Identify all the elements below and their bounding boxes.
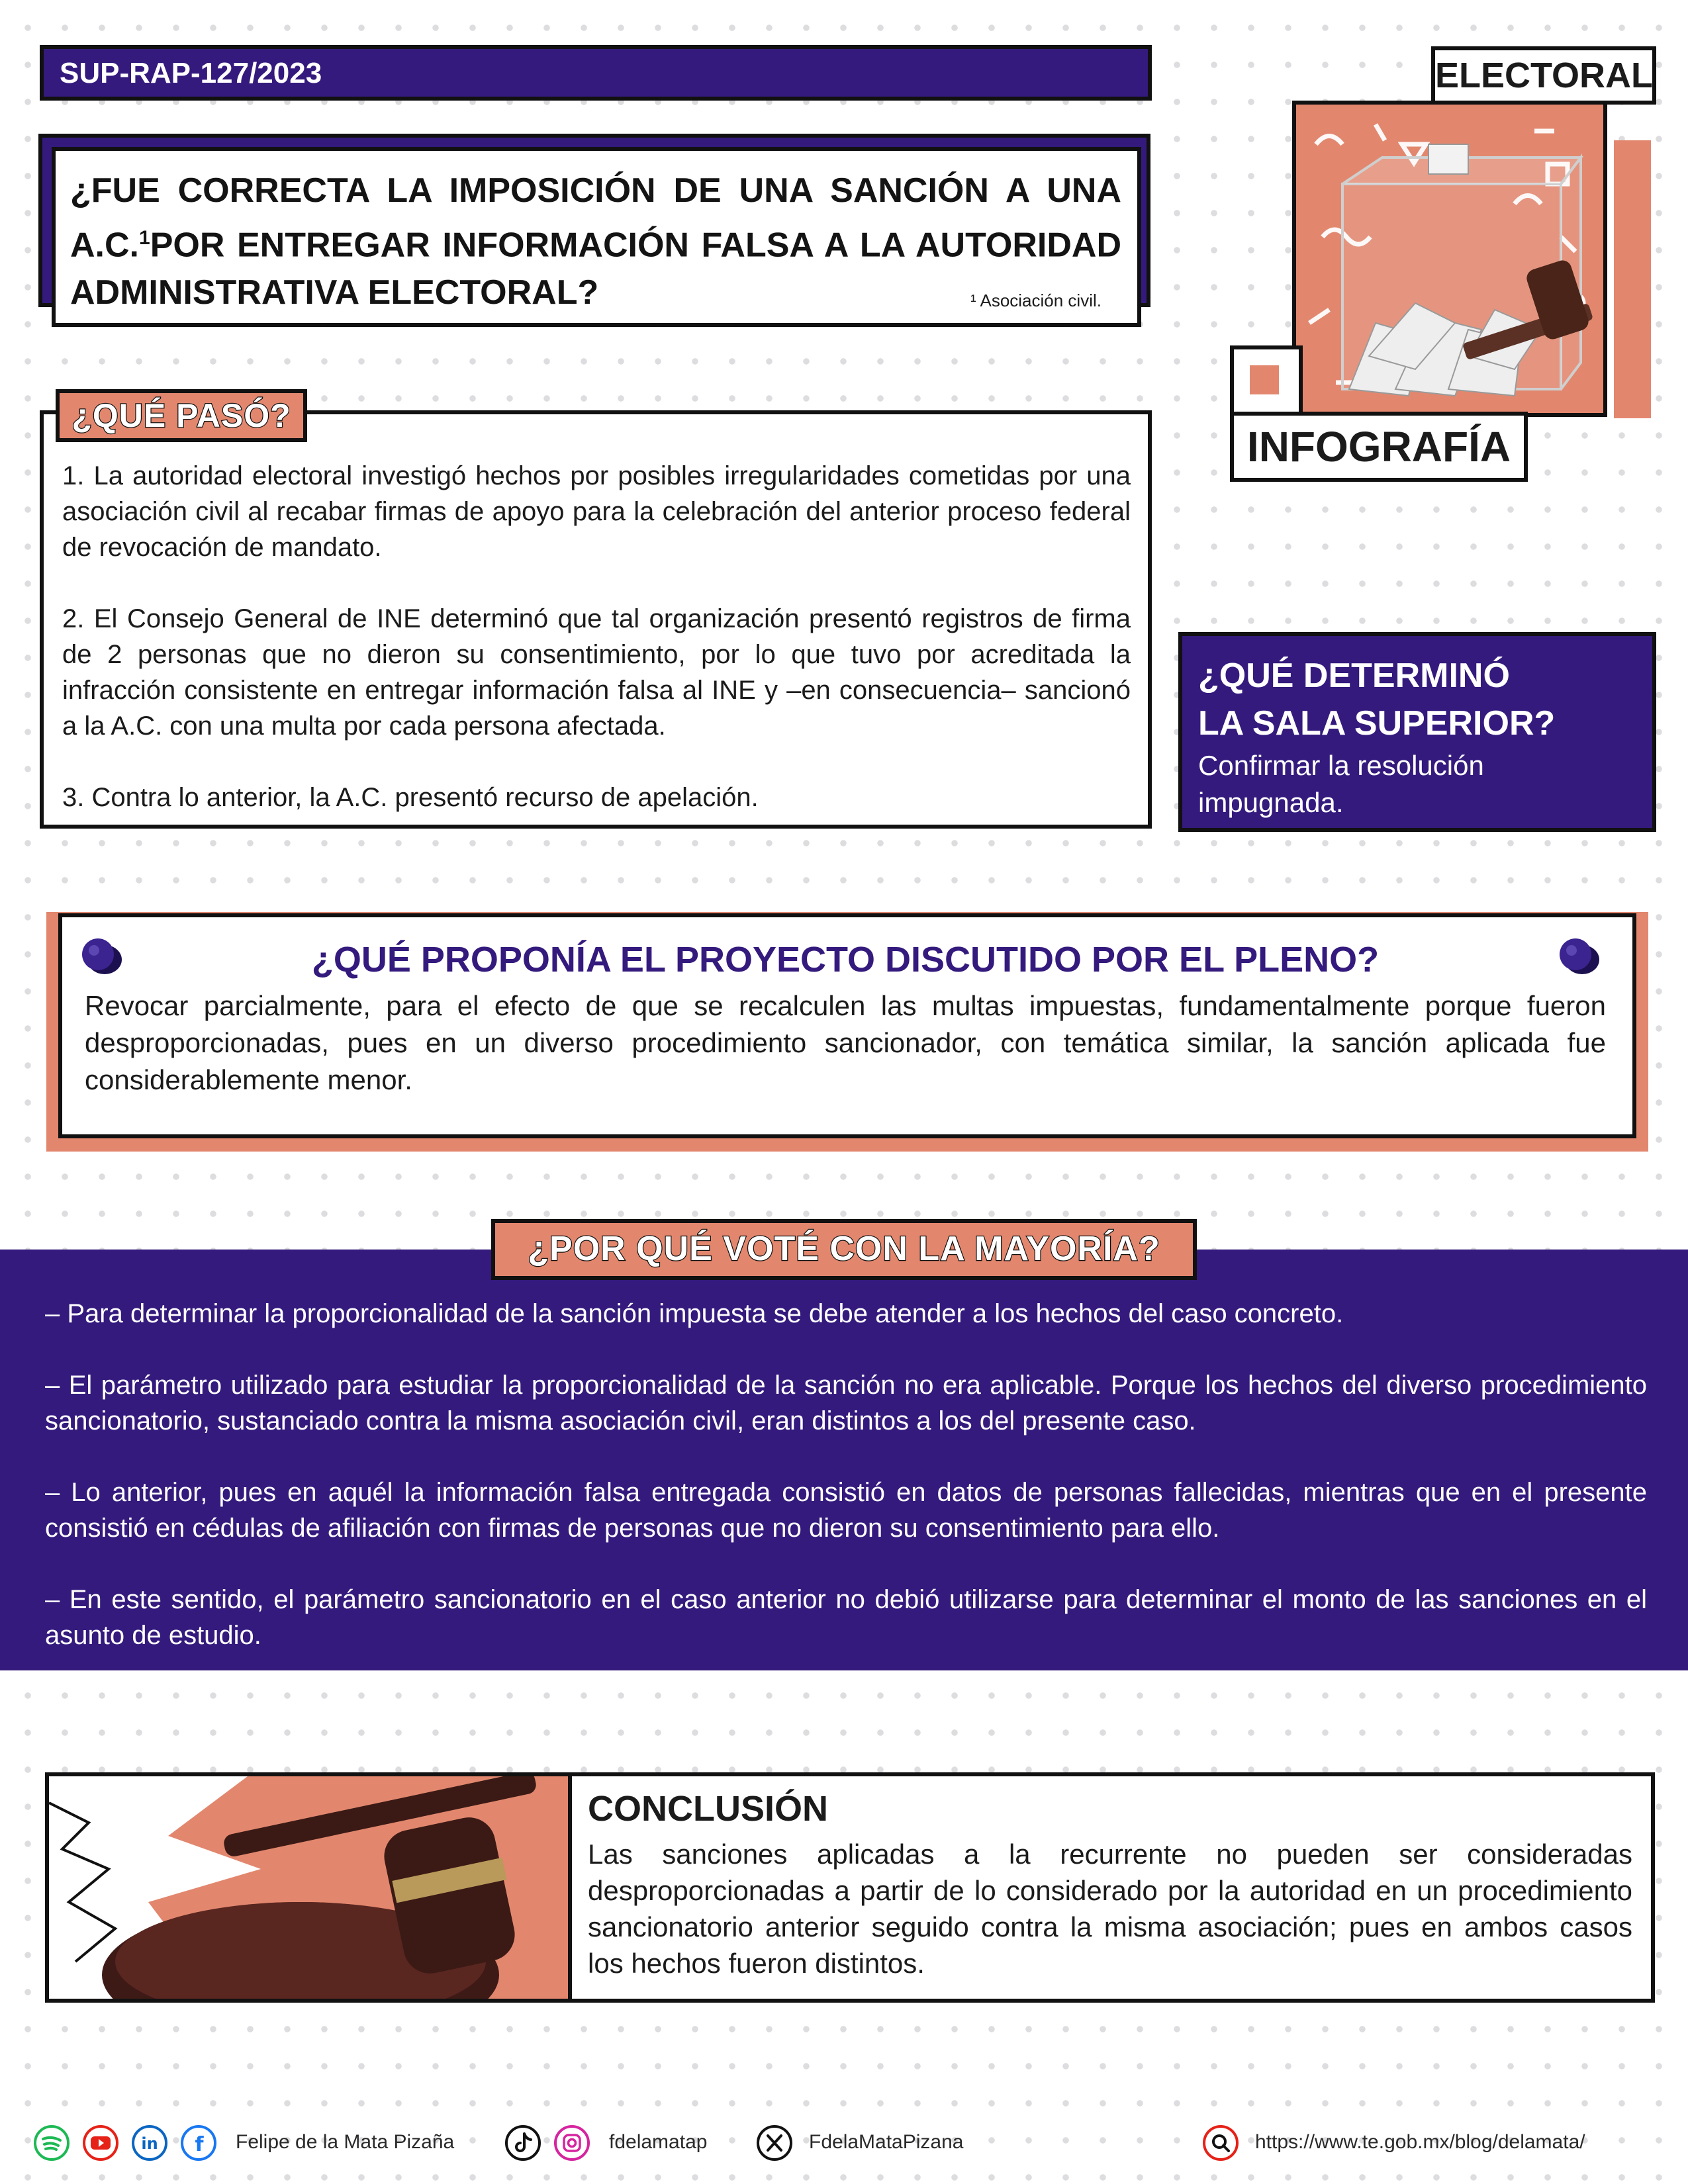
gavel-icon [49, 1776, 572, 1999]
vote-section [0, 1250, 1688, 1670]
spotify-icon[interactable] [33, 2124, 70, 2161]
question-text-part1: ¿FUE CORRECTA LA IMPOSICIÓN DE UNA SANCIÓN A UNA A.C. [70, 171, 1121, 265]
vote-reason: – En este sentido, el parámetro sancionatorio en el caso anterior no debió utilizarse para determinar el monto de las sanciones en el asunto de estudio. [45, 1585, 1647, 1650]
pushpin-icon [1556, 936, 1602, 977]
x-icon[interactable] [756, 2124, 793, 2161]
footer [33, 2118, 1662, 2171]
category-label: ELECTORAL [1435, 56, 1654, 95]
determino-title [1198, 652, 1636, 747]
footer-name: Felipe de la Mata Pizaña [236, 2131, 455, 2153]
instagram-icon[interactable] [553, 2124, 590, 2161]
footer-x-handle: FdelaMataPizana [809, 2131, 964, 2153]
search-icon[interactable] [1202, 2124, 1239, 2161]
vote-reason: – Para determinar la proporcionalidad de la sanción impuesta se debe atender a los hechos del caso concreto. [45, 1299, 1344, 1328]
pushpin-icon [78, 936, 124, 977]
linkedin-icon[interactable] [131, 2124, 168, 2161]
proyecto-title: ¿QUÉ PROPONÍA EL PROYECTO DISCUTIDO POR EL PLENO? [311, 940, 1380, 979]
doc-type-label: INFOGRAFÍA [1246, 423, 1511, 471]
determino-box [1178, 632, 1656, 832]
footnote: ¹ Asociación civil. [970, 291, 1102, 310]
doc-type-tag [1230, 412, 1528, 482]
footnote-ref: 1 [139, 227, 150, 249]
que-paso-box [40, 410, 1152, 829]
facebook-icon[interactable] [180, 2124, 217, 2161]
ballot-box-icon [1296, 105, 1603, 413]
que-paso-title: ¿QUÉ PASÓ? [56, 389, 307, 442]
vote-reason: – Lo anterior, pues en aquél la información falsa entregada consistió en datos de personas fallecidas, mientras que en el presente consistió en cédulas de afiliación con firmas de personas que no dieron su consentimiento para ello. [45, 1478, 1647, 1543]
main-question [70, 167, 1121, 316]
proyecto-text: Revocar parcialmente, para el efecto de que se recalculen las multas impuestas, fundamentalmente porque fueron desproporcionadas, pues en un diverso procedimiento sancionador, con temática similar, la sanción aplicada fue considerablemente menor. [85, 990, 1606, 1095]
decorative-square [1250, 365, 1279, 394]
determino-title-line2: LA SALA SUPERIOR? [1198, 704, 1556, 743]
footer-handle: fdelamatap [609, 2131, 708, 2153]
question-text-part2: POR ENTREGAR INFORMACIÓN FALSA A LA AUTORIDAD ADMINISTRATIVA ELECTORAL? [70, 226, 1121, 312]
decorative-strip [1614, 140, 1651, 418]
tiktok-icon[interactable] [504, 2124, 541, 2161]
que-paso-item: 1. La autoridad electoral investigó hechos por posibles irregularidades cometidas por una asociación civil al recabar firmas de apoyo para la celebración del anterior proceso federal de revocación de mandato. [62, 461, 1131, 562]
conclusion-divider [568, 1772, 572, 2003]
determino-text: Confirmar la resolución impugnada. [1198, 750, 1484, 818]
que-paso-item: 2. El Consejo General de INE determinó que tal organización presentó registros de firma de 2 personas que no dieron su consentimiento, por lo que tuvo por acreditada la infracción consistente en entregar información falsa al INE y –en consecuencia– sancionó a la A.C. con una multa por cada persona afectada. [62, 604, 1131, 741]
case-number: SUP-RAP-127/2023 [60, 57, 322, 89]
case-number-bar [40, 45, 1152, 101]
proyecto-box [58, 913, 1636, 1138]
gavel-illustration [49, 1776, 572, 1999]
category-tag [1431, 46, 1656, 105]
vote-title: ¿POR QUÉ VOTÉ CON LA MAYORÍA? [491, 1219, 1197, 1280]
svg-text:f: f [195, 2133, 204, 2156]
svg-text:in: in [141, 2134, 158, 2153]
ballot-box-illustration [1292, 101, 1607, 417]
footer-url[interactable]: https://www.te.gob.mx/blog/delamata/ [1255, 2131, 1585, 2153]
que-paso-item: 3. Contra lo anterior, la A.C. presentó recurso de apelación. [62, 783, 759, 812]
youtube-icon[interactable] [82, 2124, 119, 2161]
determino-title-line1: ¿QUÉ DETERMINÓ [1198, 657, 1510, 695]
vote-reason: – El parámetro utilizado para estudiar la proporcionalidad de la sanción no era aplicable. Porque los hechos del diverso procedimiento sancionatorio, sustanciado contra la misma asociación civil, eran distintos a los del presente caso. [45, 1371, 1647, 1435]
conclusion-title: CONCLUSIÓN [588, 1789, 828, 1829]
conclusion-text: Las sanciones aplicadas a la recurrente no pueden ser consideradas desproporcionadas a partir de lo considerado por la autoridad en un procedimiento sancionatorio anterior seguido contra la misma asociación; pues en ambos casos los hechos fueron distintos. [588, 1839, 1632, 1979]
main-question-box [52, 147, 1141, 327]
